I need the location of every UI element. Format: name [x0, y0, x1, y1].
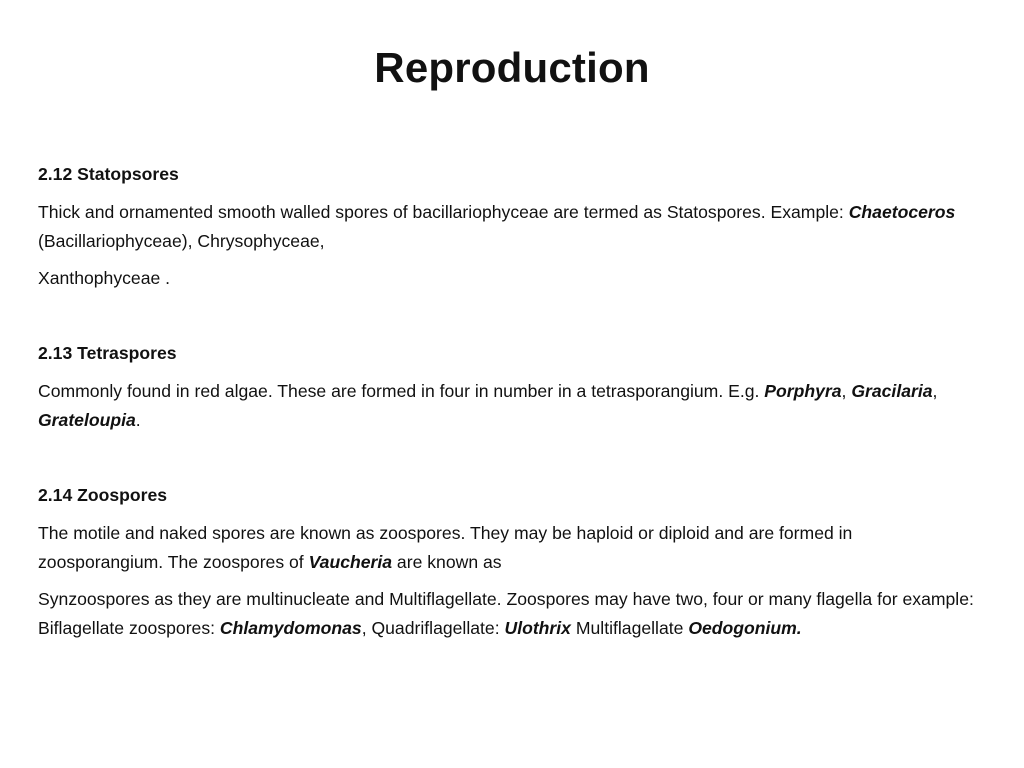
text-run: ,: [841, 381, 852, 401]
text-run: , Quadriflagellate:: [361, 618, 505, 638]
text-run: .: [796, 618, 802, 638]
text-run: The motile and naked spores are known as zoospores. They may be haploid or diploid and are formed in zoosporangium. The zoospores of: [38, 523, 853, 572]
text-run: Multiflagellate: [570, 618, 689, 638]
text-run: are known as: [392, 552, 502, 572]
paragraph: [38, 198, 978, 256]
section-heading: 2.14 Zoospores: [38, 485, 168, 505]
section-heading: 2.13 Tetraspores: [38, 343, 177, 363]
paragraph: [38, 377, 978, 435]
text-run: Synzoospores as they are multinucleate and Multiflagellate. Zoospores may have two, four or many flagella for example: Biflagellate zoospores:: [38, 589, 974, 638]
section-zoospores: [38, 481, 978, 643]
spacer: [38, 301, 978, 339]
species-name: Gracilaria: [851, 381, 933, 401]
section-tetraspores: [38, 339, 978, 435]
section-statospores: [38, 160, 978, 293]
species-name: Ulothrix: [504, 618, 571, 638]
text-run: (Bacillariophyceae), Chrysophyceae,: [38, 231, 325, 251]
text-run: Commonly found in red algae. These are formed in four in number in a tetrasporangium. E.g.: [38, 381, 765, 401]
species-name: Oedogonium: [688, 618, 797, 638]
section-heading: 2.12 Statopsores: [38, 164, 179, 184]
species-name: Grateloupia: [38, 410, 136, 430]
paragraph: [38, 585, 978, 643]
species-name: Chaetoceros: [848, 202, 956, 222]
text-run: ,: [932, 381, 938, 401]
slide-title: Reproduction: [374, 44, 650, 91]
spacer: [38, 443, 978, 481]
text-run: .: [135, 410, 141, 430]
text-run: Thick and ornamented smooth walled spores of bacillariophyceae are termed as Statospores. Example:: [38, 202, 849, 222]
species-name: Chlamydomonas: [219, 618, 362, 638]
paragraph: Xanthophyceae .: [38, 268, 171, 288]
paragraph: [38, 519, 978, 577]
species-name: Porphyra: [764, 381, 842, 401]
slide-content: [38, 160, 978, 651]
species-name: Vaucheria: [308, 552, 393, 572]
